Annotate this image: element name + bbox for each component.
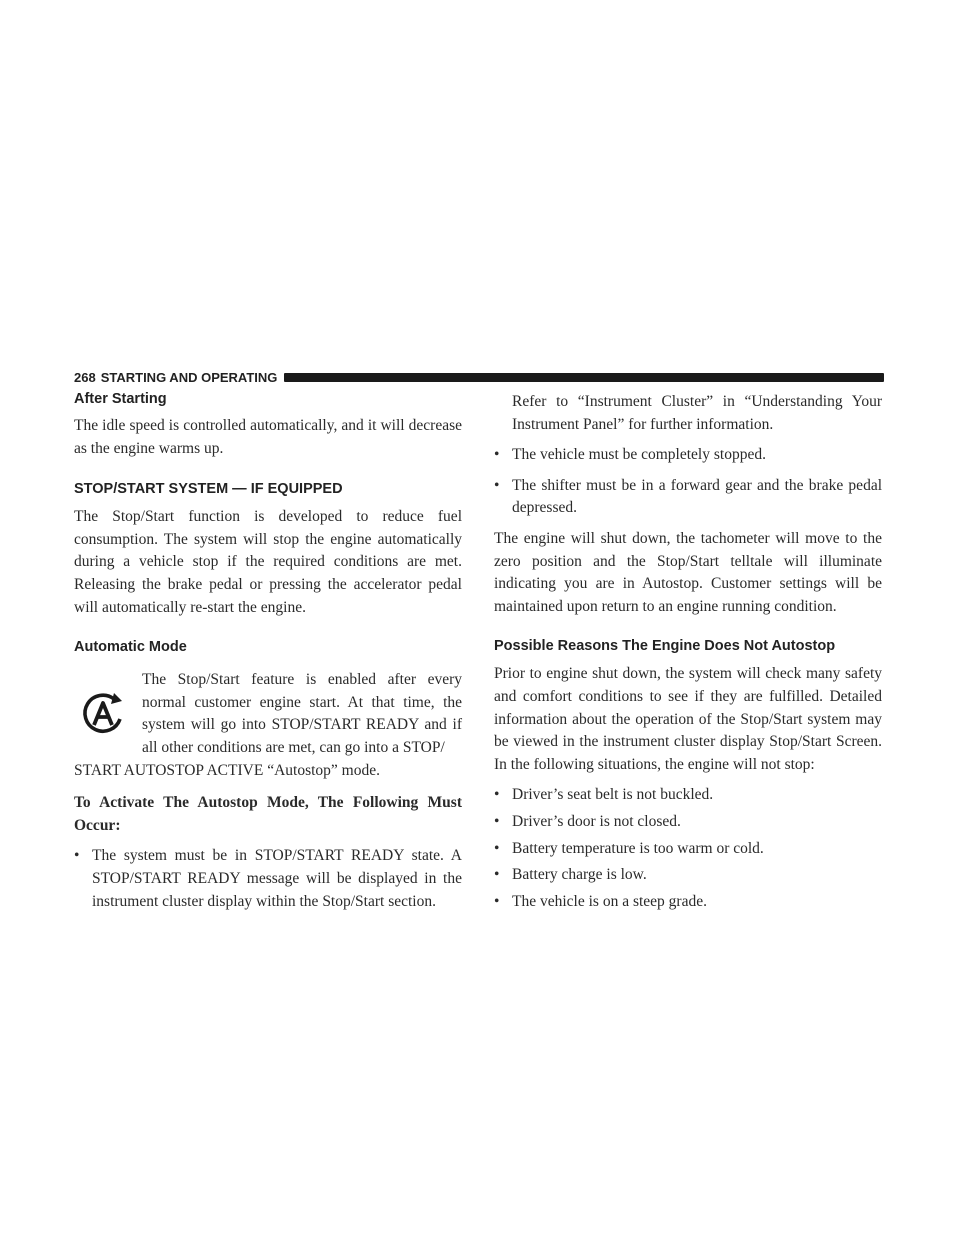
automatic-mode-text: The Stop/Start feature is enabled after every normal customer engine start. At that time, the system will go into STOP/START READY and if all other conditions are met, can go into a STOP/	[142, 671, 462, 756]
list-item	[494, 811, 882, 834]
stop-start-text: The Stop/Start function is developed to reduce fuel consumption. The system will stop the engine automatically during a vehicle stop if the required conditions are met. Releasing the brake pedal or pressing the accelerator pedal will automatically re-start the engine.	[74, 508, 462, 616]
list-item-text: Driver’s seat belt is not buckled.	[512, 786, 714, 804]
reasons-heading: Possible Reasons The Engine Does Not Autostop	[494, 638, 836, 655]
list-item	[494, 891, 882, 914]
bullet-glyph: •	[494, 446, 500, 464]
list-item-text: Driver’s door is not closed.	[512, 812, 681, 830]
section-name: STARTING AND OPERATING	[100, 369, 278, 385]
list-item	[74, 845, 462, 913]
reasons-list	[494, 784, 882, 913]
page-header	[74, 368, 884, 386]
automatic-mode-block	[74, 669, 462, 759]
shutdown-text: The engine will shut down, the tachometer will move to the zero position and the Stop/Start telltale will illuminate indicating you are in Autostop. Customer settings will be maintained upon return to an engine running condition.	[494, 529, 882, 615]
after-starting-heading: After Starting	[74, 391, 167, 407]
page-number: 268	[74, 369, 96, 385]
automatic-mode-tail: START AUTOSTOP ACTIVE “Autostop” mode.	[74, 761, 380, 779]
activate-heading: To Activate The Autostop Mode, The Following Must Occur:	[74, 794, 462, 834]
left-column	[74, 391, 462, 913]
bullet-glyph: •	[494, 476, 500, 494]
conditions-list	[494, 444, 882, 520]
header-rule	[284, 373, 884, 382]
list-item-text: The system must be in STOP/START READY state. A STOP/START READY message will be displayed in the instrument cluster display within the Stop/Start section.	[92, 847, 462, 910]
bullet-glyph: •	[494, 892, 500, 910]
bullet-glyph: •	[74, 847, 80, 865]
stop-start-heading: STOP/START SYSTEM — IF EQUIPPED	[74, 481, 343, 498]
bullet-glyph: •	[494, 786, 500, 804]
continued-text: Refer to “Instrument Cluster” in “Understanding Your Instrument Panel” for further information.	[512, 393, 882, 433]
bullet-glyph: •	[494, 839, 500, 857]
list-item-text: Battery temperature is too warm or cold.	[512, 839, 764, 857]
list-item-text: The vehicle must be completely stopped.	[512, 446, 766, 464]
automatic-mode-heading: Automatic Mode	[74, 639, 187, 656]
auto-stop-start-icon	[80, 691, 126, 737]
list-item-text: The shifter must be in a forward gear and the brake pedal depressed.	[512, 476, 882, 517]
list-item	[494, 784, 882, 807]
after-starting-text: The idle speed is controlled automatically, and it will decrease as the engine warms up.	[74, 417, 462, 457]
activate-list	[74, 845, 462, 913]
list-item-text: The vehicle is on a steep grade.	[512, 892, 707, 910]
list-item-text: Battery charge is low.	[512, 866, 647, 884]
list-item	[494, 475, 882, 520]
bullet-glyph: •	[494, 812, 500, 830]
right-column	[494, 391, 882, 913]
list-item	[494, 838, 882, 861]
bullet-glyph: •	[494, 866, 500, 884]
list-item	[494, 444, 882, 467]
reasons-text: Prior to engine shut down, the system will check many safety and comfort conditions to see if they are fulfilled. Detailed information about the operation of the Stop/Start system may be viewed in the instrument cluster display Stop/Start Screen. In the following situations, the engine will not stop:	[494, 665, 882, 773]
list-item	[494, 864, 882, 887]
